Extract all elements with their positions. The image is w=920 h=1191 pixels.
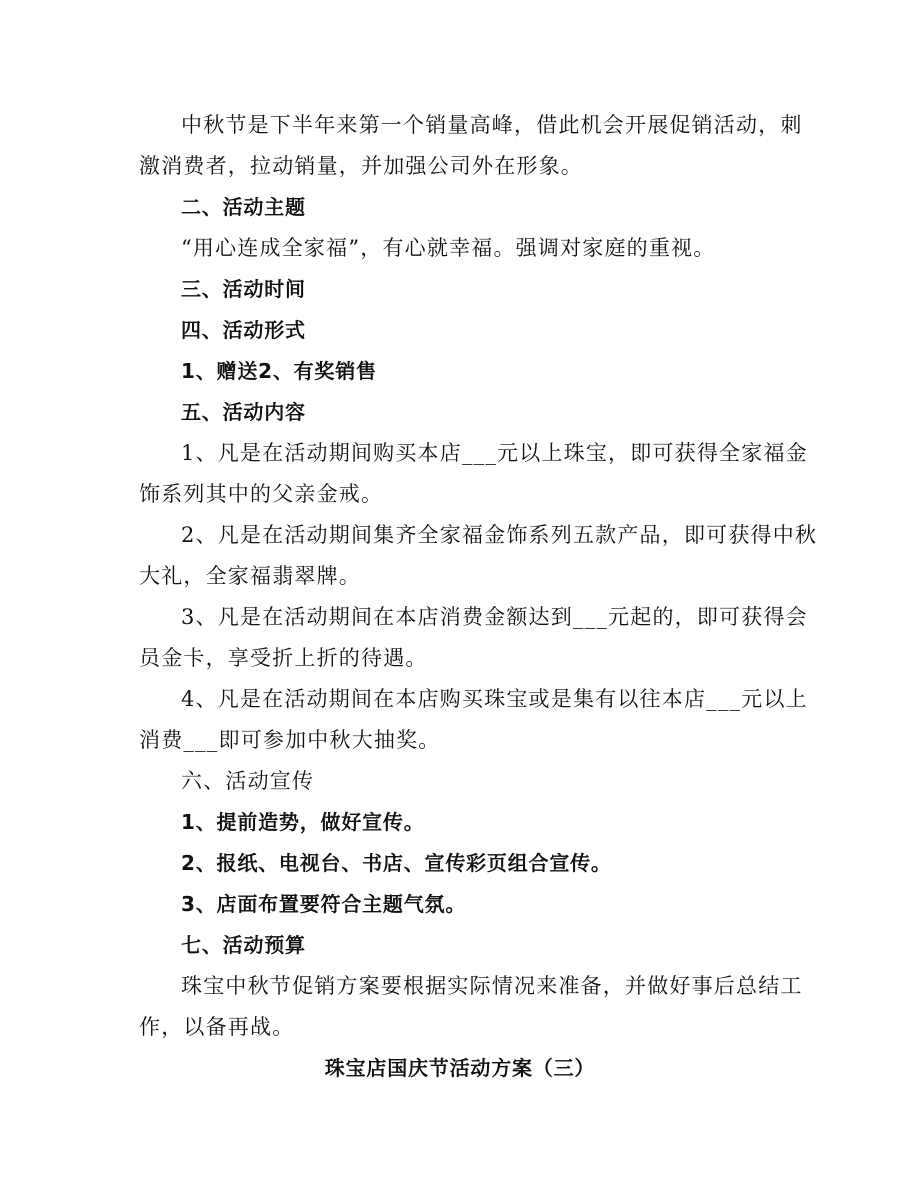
form-text: 1、赠送2、有奖销售 (181, 359, 377, 383)
next-section-title: 珠宝店国庆节活动方案（三） (324, 1056, 596, 1080)
promo-item-1: 1、提前造势，做好宣传。 (181, 810, 425, 834)
budget-line-1: 珠宝中秋节促销方案要根据实际情况来准备，并做好事后总结工 (181, 974, 803, 998)
heading-form: 四、活动形式 (181, 318, 306, 342)
promo-item-2: 2、报纸、电视台、书店、宣传彩页组合宣传。 (181, 851, 612, 875)
heading-content: 五、活动内容 (181, 400, 306, 424)
heading-theme: 二、活动主题 (181, 195, 306, 219)
content-1-line-1: 1、凡是在活动期间购买本店___元以上珠宝，即可获得全家福金 (181, 441, 808, 465)
content-1-line-2: 饰系列其中的父亲金戒。 (139, 482, 384, 506)
content-2-line-2: 大礼，全家福翡翠牌。 (139, 564, 361, 588)
content-4-line-1: 4、凡是在活动期间在本店购买珠宝或是集有以往本店___元以上 (181, 687, 808, 711)
content-3-line-1: 3、凡是在活动期间在本店消费金额达到___元起的，即可获得会 (181, 605, 808, 629)
heading-time: 三、活动时间 (181, 277, 306, 301)
content-2-line-1: 2、凡是在活动期间集齐全家福金饰系列五款产品，即可获得中秋 (181, 523, 818, 547)
content-3-line-2: 员金卡，享受折上折的待遇。 (139, 646, 428, 670)
theme-text: “用心连成全家福”，有心就幸福。强调对家庭的重视。 (181, 236, 716, 260)
heading-promo: 六、活动宣传 (181, 769, 315, 793)
intro-line-2: 激消费者，拉动销量，并加强公司外在形象。 (139, 154, 583, 178)
heading-budget: 七、活动预算 (181, 933, 306, 957)
budget-line-2: 作，以备再战。 (139, 1015, 295, 1039)
intro-line-1: 中秋节是下半年来第一个销量高峰，借此机会开展促销活动，刺 (181, 113, 803, 137)
content-4-line-2: 消费___即可参加中秋大抽奖。 (139, 728, 441, 752)
promo-item-3: 3、店面布置要符合主题气氛。 (181, 892, 467, 916)
